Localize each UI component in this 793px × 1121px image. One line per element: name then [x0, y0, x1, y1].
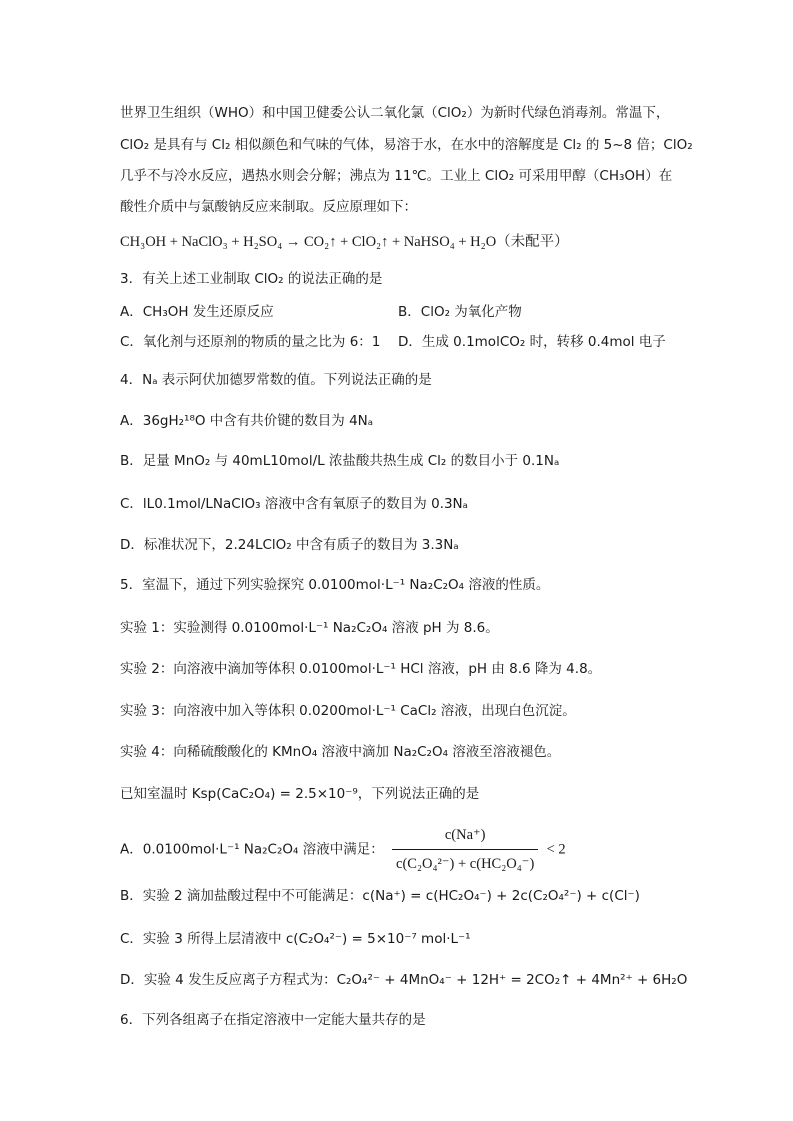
q3-option-a: A．CH₃OH 发生还原反应: [120, 304, 274, 320]
q5-option-a-fraction: [392, 824, 538, 875]
q5-experiment-4: 实验 4：向稀硫酸酸化的 KMnO₄ 溶液中滴加 Na₂C₂O₄ 溶液至溶液褪色。: [120, 744, 561, 760]
q5-option-a: [120, 824, 566, 875]
intro-line-2: ClO₂ 是具有与 Cl₂ 相似颜色和气味的气体，易溶于水，在水中的溶解度是 Cl₂ 的 5~8 倍；ClO₂: [120, 137, 693, 153]
q5-option-c: C．实验 3 所得上层清液中 c(C₂O₄²⁻) = 5×10⁻⁷ mol·L⁻¹: [120, 931, 471, 947]
q5-experiment-3: 实验 3：向溶液中加入等体积 0.0200mol·L⁻¹ CaCl₂ 溶液，出现白色沉淀。: [120, 703, 576, 719]
q6-stem: 6．下列各组离子在指定溶液中一定能大量共存的是: [120, 1012, 426, 1028]
q4-option-d: D．标准状况下，2.24LClO₂ 中含有质子的数目为 3.3Nₐ: [120, 537, 459, 553]
q5-option-d: D．实验 4 发生反应离子方程式为：C₂O₄²⁻ + 4MnO₄⁻ + 12H⁺ = 2CO₂↑ + 4Mn²⁺ + 6H₂O: [120, 972, 688, 988]
q3-option-b: B．ClO₂ 为氧化产物: [398, 304, 522, 320]
intro-line-1: 世界卫生组织（WHO）和中国卫健委公认二氧化氯（ClO₂）为新时代绿色消毒剂。常温下，: [120, 105, 670, 121]
q4-stem: 4．Nₐ 表示阿伏加德罗常数的值。下列说法正确的是: [120, 372, 432, 388]
fraction-denominator: c(C₂O₄²⁻) + c(HC₂O₄⁻): [396, 856, 535, 872]
q5-experiment-1: 实验 1：实验测得 0.0100mol·L⁻¹ Na₂C₂O₄ 溶液 pH 为 8.6。: [120, 620, 499, 636]
q4-option-b: B．足量 MnO₂ 与 40mL10mol/L 浓盐酸共热生成 Cl₂ 的数目小于 0.1Nₐ: [120, 453, 560, 469]
intro-line-3: 几乎不与冷水反应，遇热水则会分解；沸点为 11℃。工业上 ClO₂ 可采用甲醇（CH₃OH）在: [120, 168, 673, 184]
fraction-numerator: c(Na⁺): [392, 824, 538, 850]
q4-option-a: A．36gH₂¹⁸O 中含有共价键的数目为 4Nₐ: [120, 413, 374, 429]
q3-stem: 3．有关上述工业制取 ClO₂ 的说法正确的是: [120, 271, 383, 287]
q3-option-d: D．生成 0.1molCO₂ 时，转移 0.4mol 电子: [398, 334, 666, 350]
q5-option-b: B．实验 2 滴加盐酸过程中不可能满足：c(Na⁺) = c(HC₂O₄⁻) + 2c(C₂O₄²⁻) + c(Cl⁻): [120, 888, 640, 904]
q3-option-c: C．氧化剂与还原剂的物质的量之比为 6：1: [120, 334, 381, 350]
q4-option-c: C．lL0.1mol/LNaClO₃ 溶液中含有氧原子的数目为 0.3Nₐ: [120, 496, 468, 512]
q5-experiment-2: 实验 2：向溶液中滴加等体积 0.0100mol·L⁻¹ HCl 溶液，pH 由 8.6 降为 4.8。: [120, 661, 602, 677]
q5-stem: 5．室温下，通过下列实验探究 0.0100mol·L⁻¹ Na₂C₂O₄ 溶液的性质。: [120, 577, 550, 593]
intro-line-4: 酸性介质中与氯酸钠反应来制取。反应原理如下：: [120, 199, 417, 215]
q5-ksp-statement: 已知室温时 Ksp(CaC₂O₄) = 2.5×10⁻⁹，下列说法正确的是: [120, 786, 480, 802]
reaction-equation: CH₃OH + NaClO₃ + H₂SO₄ → CO₂↑ + ClO₂↑ + NaHSO₄ + H₂O（未配平）: [120, 234, 569, 250]
q5-option-a-text: A．0.0100mol·L⁻¹ Na₂C₂O₄ 溶液中满足：: [120, 841, 384, 858]
q5-option-a-inequality: < 2: [546, 841, 566, 858]
